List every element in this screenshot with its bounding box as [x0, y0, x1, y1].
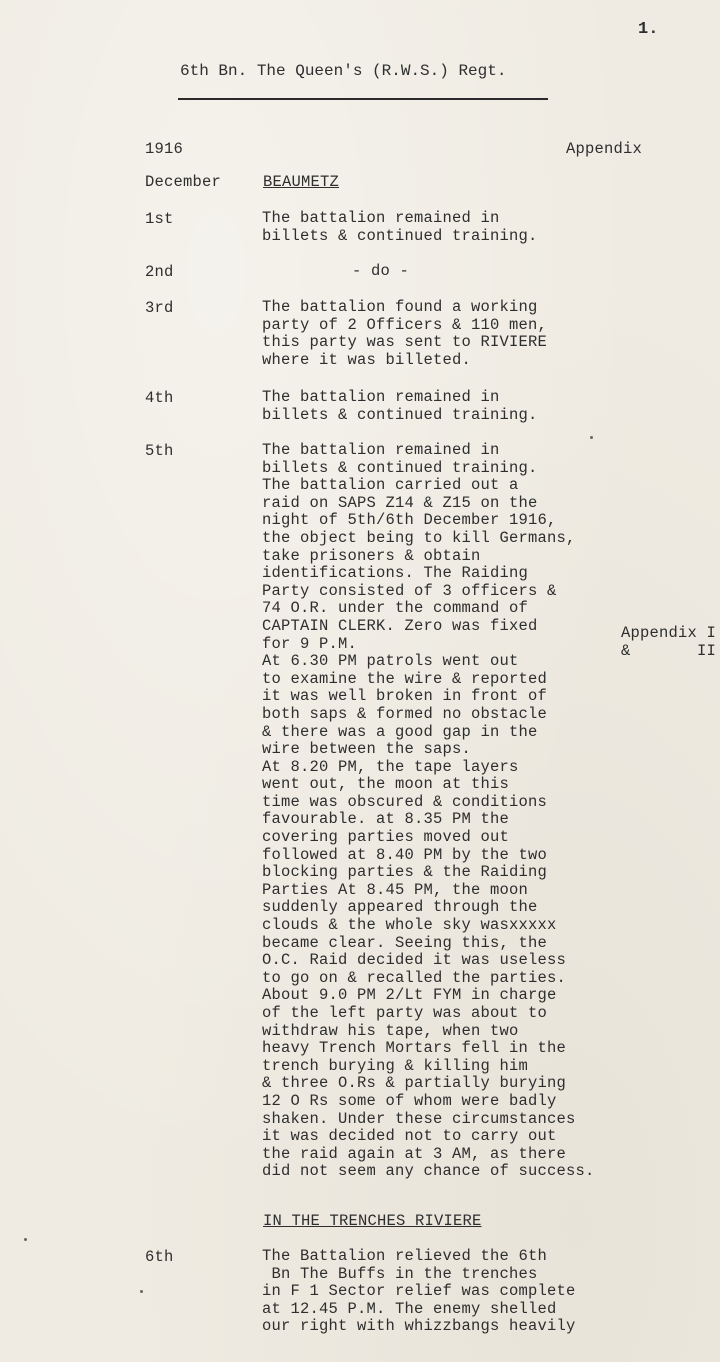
diary-month: December [145, 173, 222, 191]
location-heading-beaumetz: BEAUMETZ [263, 173, 340, 191]
entry-text-5th: The battalion remained in billets & continued training. The battalion carried out a raid on SAPS Z14 & Z15 on the night of 5th/6th December 1916, the object being to kill Germans, take prisoners & obtain identifications. The Raiding Party consisted of 3 officers & 74 O.R. under the command of CAPTAIN CLERK. Zero was fixed for 9 P.M. At 6.30 PM patrols went out to examine the wire & reported it was well broken in front of both saps & formed no obstacle & there was a good gap in the wire between the saps. At 8.20 PM, the tape layers went out, the moon at this time was obscured & conditions favourable. at 8.35 PM the covering parties moved out followed at 8.40 PM by the two blocking parties & the Raiding Parties At 8.45 PM, the moon suddenly appeared through the clouds & the whole sky wasxxxxx became clear. Seeing this, the O.C. Raid decided it was useless to go on & recalled the parties. About 9.0 PM 2/Lt FYM in charge of the left party was about to withdraw his tape, when two heavy Trench Mortars fell in the trench burying & killing him & three O.Rs & partially burying 12 O Rs some of whom were badly shaken. Under these circumstances it was decided not to carry out the raid again at 3 AM, as there did not seem any chance of success. [262, 441, 595, 1181]
title-underline [178, 98, 548, 100]
appendix-column-heading: Appendix [566, 140, 643, 158]
entry-date-4th: 4th [145, 389, 174, 407]
appendix-reference: Appendix I & II [621, 624, 717, 660]
unit-title: 6th Bn. The Queen's (R.W.S.) Regt. [180, 62, 507, 80]
entry-text-6th: The Battalion relieved the 6th Bn The Buffs in the trenches in F 1 Sector relief was complete at 12.45 P.M. The enemy shelled our right with whizzbangs heavily [262, 1247, 576, 1336]
page-number: 1. [638, 20, 659, 39]
entry-text-2nd: - do - [352, 262, 410, 280]
entry-text-1st: The battalion remained in billets & continued training. [262, 209, 538, 245]
diary-year: 1916 [145, 140, 184, 158]
entry-date-6th: 6th [145, 1248, 174, 1266]
entry-text-3rd: The battalion found a working party of 2 Officers & 110 men, this party was sent to RIVIERE where it was billeted. [262, 298, 548, 369]
paper-speck [24, 1238, 27, 1241]
entry-date-1st: 1st [145, 210, 174, 228]
entry-text-4th: The battalion remained in billets & continued training. [262, 388, 538, 424]
location-heading-trenches: IN THE TRENCHES RIVIERE [263, 1212, 482, 1230]
entry-date-5th: 5th [145, 442, 174, 460]
paper-speck [140, 1290, 143, 1293]
entry-date-3rd: 3rd [145, 299, 174, 317]
entry-date-2nd: 2nd [145, 263, 174, 281]
paper-speck [590, 436, 593, 439]
